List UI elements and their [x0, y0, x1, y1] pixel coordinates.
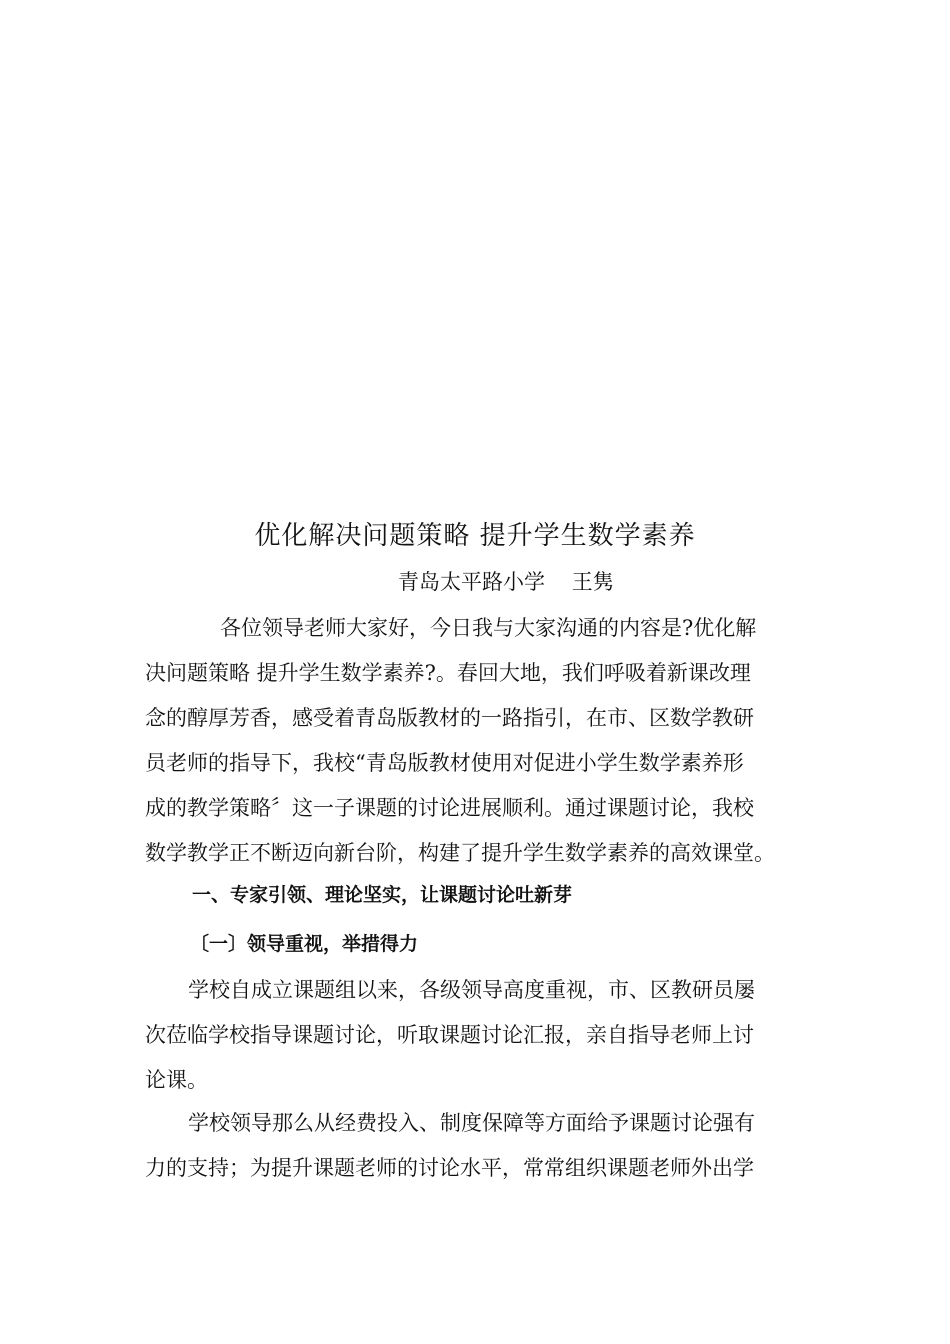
paragraph-1 — [145, 968, 810, 1103]
intro-line-2: 决问题策略 提升学生数学素养?。春回大地，我们呼吸着新课改理 — [145, 661, 751, 685]
paragraph-1-line-2: 次莅临学校指导课题讨论，听取课题讨论汇报，亲自指导老师上讨 — [145, 1023, 754, 1047]
intro-line-1: 各位领导老师大家好，今日我与大家沟通的内容是?优化解 — [220, 616, 757, 640]
intro-line-5: 成的教学策略〞这一子课题的讨论进展顺利。通过课题讨论，我校 — [145, 796, 754, 820]
paragraph-1-line-1: 学校自成立课题组以来，各级领导高度重视，市、区教研员屡 — [188, 978, 755, 1002]
paragraph-2 — [145, 1101, 810, 1191]
paragraph-2-line-2: 力的支持；为提升课题老师的讨论水平，常常组织课题老师外出学 — [145, 1156, 754, 1180]
intro-paragraph — [145, 606, 810, 876]
document-author: 青岛太平路小学 王隽 — [398, 570, 614, 594]
intro-line-6: 数学教学正不断迈向新台阶，构建了提升学生数学素养的高效课堂。 — [145, 841, 775, 865]
subsection-heading-1: 〔一〕领导重视，举措得力 — [190, 933, 419, 955]
intro-line-3: 念的醇厚芳香，感受着青岛版教材的一路指引，在市、区数学教研 — [145, 706, 754, 730]
paragraph-2-line-1: 学校领导那么从经费投入、制度保障等方面给予课题讨论强有 — [188, 1111, 755, 1135]
paragraph-1-line-3: 论课。 — [145, 1068, 208, 1092]
document-title: 优化解决问题策略 提升学生数学素养 — [254, 521, 696, 551]
intro-line-4: 员老师的指导下，我校“青岛版教材使用对促进小学生数学素养形 — [145, 751, 744, 775]
section-heading-1: 一、专家引领、理论坚实，让课题讨论吐新芽 — [192, 884, 573, 906]
